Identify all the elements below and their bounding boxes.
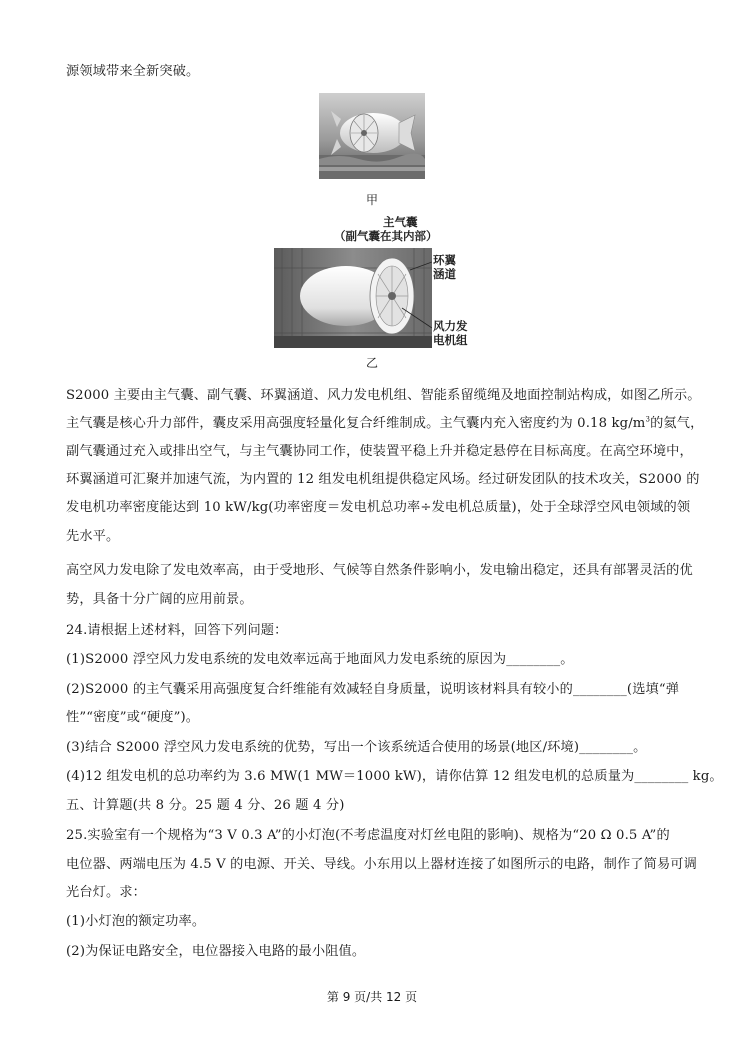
question24-part1: (1)S2000 浮空风力发电系统的发电效率远高于地面风力发电系统的原因为________。 [66, 652, 574, 667]
question24-part2-line2: 性”“密度”或“硬度”)。 [66, 710, 200, 725]
figure-jia-photo [319, 93, 425, 179]
paragraph1-line3: 副气囊通过充入或排出空气，与主气囊协同工作，使装置平稳上升并稳定悬停在目标高度。在高空环境中， [66, 444, 693, 459]
question25-part1: (1)小灯泡的额定功率。 [66, 914, 206, 929]
question25-line2: 电位器、两端电压为 4.5 V 的电源、开关、导线。小东用以上器材连接了如图所示的电路，制作了简易可调 [66, 857, 697, 872]
question25-line3: 光台灯。求： [66, 885, 147, 900]
figure-yi-caption: 乙 [366, 356, 379, 370]
question24-part3: (3)结合 S2000 浮空风力发电系统的优势，写出一个该系统适合使用的场景(地区/环境)________。 [66, 740, 647, 755]
paragraph2-line1: 高空风力发电除了发电效率高，由于受地形、气候等自然条件影响小，发电输出稳定，还具有部署灵活的优 [66, 563, 693, 578]
superscript-3: 3 [645, 415, 651, 424]
paragraph1-line4: 环翼涵道可汇聚并加速气流，为内置的 12 组发电机组提供稳定风场。经过研发团队的技术攻关，S2000 的 [66, 472, 700, 487]
label-generator-line1: 风力发 [433, 319, 468, 333]
question25-line1: 25.实验室有一个规格为“3 V 0.3 A”的小灯泡(不考虑温度对灯丝电阻的影响)、规格为“20 Ω 0.5 A”的 [66, 828, 670, 843]
top-line: 源领域带来全新突破。 [66, 64, 200, 79]
paragraph2-line2: 势，具备十分广阔的应用前景。 [66, 592, 253, 607]
paragraph1-line2-b: 的氦气， [650, 416, 704, 431]
question24-part4: (4)12 组发电机的总功率约为 3.6 MW(1 MW＝1000 kW)，请你估算 12 组发电机的总质量为________ kg。 [66, 769, 723, 784]
paragraph1-line1: S2000 主要由主气囊、副气囊、环翼涵道、风力发电机组、智能系留缆绳及地面控制站构成，如图乙所示。 [66, 388, 701, 403]
paragraph1-line6: 先水平。 [66, 529, 120, 544]
label-main-airbag-note: （副气囊在其内部） [334, 229, 438, 243]
question24-part2-line1: (2)S2000 的主气囊采用高强度复合纤维能有效减轻自身质量，说明该材料具有较小的________(选填“弹 [66, 682, 680, 697]
page-number-footer: 第 9 页/共 12 页 [326, 990, 418, 1004]
section5-heading: 五、计算题(共 8 分。25 题 4 分、26 题 4 分) [66, 798, 345, 813]
label-duct-line1: 环翼 [433, 253, 456, 267]
label-generator-line2: 电机组 [433, 333, 468, 347]
paragraph1-line5: 发电机功率密度能达到 10 kW/kg(功率密度＝发电机总功率÷发电机总质量)，处于全球浮空风电领域的领 [66, 500, 691, 515]
figure-yi-photo [274, 248, 432, 348]
question24-stem: 24.请根据上述材料，回答下列问题： [66, 623, 288, 638]
label-main-airbag: 主气囊 [383, 215, 418, 229]
paragraph1-line2-a: 主气囊是核心升力部件，囊皮采用高强度轻量化复合纤维制成。主气囊内充入密度约为 0.18 kg/m [66, 416, 646, 431]
figure-jia-caption: 甲 [366, 193, 379, 207]
label-duct-line2: 涵道 [433, 267, 456, 281]
paragraph1-line2 [66, 414, 703, 434]
question25-part2: (2)为保证电路安全，电位器接入电路的最小阻值。 [66, 944, 366, 959]
